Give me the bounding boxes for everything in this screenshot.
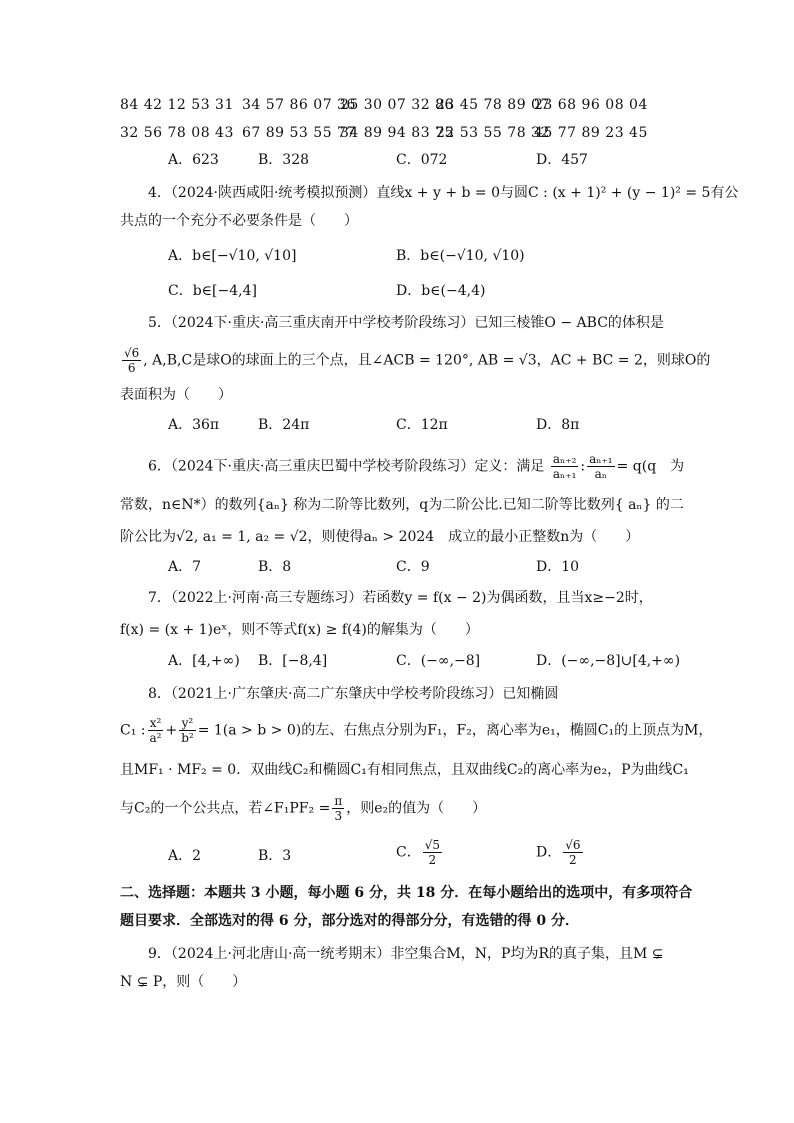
fraction-denominator: aₙ₊₁ <box>552 467 577 481</box>
fraction-denominator: 6 <box>127 361 136 375</box>
q5-stem-line2 <box>120 346 710 375</box>
fraction-numerator: √5 <box>424 838 440 852</box>
rand-cell: 34 89 94 83 75 <box>340 125 454 141</box>
q6-stem-line2: 常数，n∈N*）的数列{aₙ} 称为二阶等比数列，q为二阶公比.已知二阶等比数列{ aₙ} 的二 <box>120 497 684 513</box>
fraction-denominator: aₙ <box>594 467 608 481</box>
q8-stem-text: C₁ : <box>120 722 146 739</box>
q5-stem-line3: 表面积为（ ） <box>120 387 232 403</box>
ratio-colon: : <box>580 458 586 475</box>
q7-option-a: A．[4,+∞) <box>168 653 240 669</box>
fraction <box>587 452 615 481</box>
fraction-denominator: 3 <box>334 809 343 823</box>
q3-option-c: C．072 <box>396 152 448 168</box>
q6-option-d: D．10 <box>536 559 580 575</box>
section-heading-cont: 题目要求．全部选对的得 6 分，部分选对的得部分分，有选错的得 0 分． <box>120 913 579 929</box>
q9-stem-line1: 9．（2024上·河北唐山·高一统考期末）非空集合M，N，P均为R的真子集，且M ⊊ <box>148 946 664 962</box>
fraction-numerator: √6 <box>124 346 140 360</box>
q7-stem-line2: f(x) = (x + 1)eˣ，则不等式f(x) ≥ f(4)的解集为（ ） <box>120 622 479 638</box>
fraction-denominator: b² <box>181 731 194 745</box>
q8-option-d <box>536 838 585 867</box>
q8-option-b: B．3 <box>258 848 292 864</box>
rand-cell: 67 89 53 55 77 <box>242 125 356 141</box>
q6-option-a: A．7 <box>168 559 202 575</box>
q8-stem-text: 与C₂的一个公共点，若∠F₁PF₂ = <box>120 800 331 817</box>
section-heading: 二、选择题：本题共 3 小题，每小题 6 分，共 18 分．在每小题给出的选项中，有多项符合 <box>120 885 693 901</box>
rand-cell: 22 53 55 78 32 <box>436 125 550 141</box>
q6-option-c: C．9 <box>396 559 430 575</box>
fraction-numerator: π <box>334 794 343 808</box>
q8-option-c <box>396 838 444 867</box>
q8-stem-line4 <box>120 794 486 823</box>
q9-stem-line2: N ⊊ P，则（ ） <box>120 974 247 990</box>
q4-option-a: A．b∈[−√10, √10] <box>168 248 297 264</box>
q5-option-b: B．24π <box>258 417 310 433</box>
rand-cell: 45 77 89 23 45 <box>534 125 648 141</box>
q6-stem-text: 6．（2024下·重庆·高三重庆巴蜀中学校考阶段练习）定义：满足 <box>148 458 545 475</box>
fraction-numerator: √6 <box>565 838 581 852</box>
q8-stem-text: ，则e₂的值为（ ） <box>346 800 487 817</box>
option-label: C． <box>396 844 421 861</box>
q7-option-c: C．(−∞,−8] <box>396 653 481 669</box>
q6-stem-line3: 阶公比为√2, a₁ = 1, a₂ = √2，则使得aₙ > 2024 成立的最小正整数n为（ ） <box>120 529 640 545</box>
fraction-numerator: y² <box>179 716 196 731</box>
fraction <box>332 794 344 823</box>
rand-cell: 34 57 86 07 36 <box>242 97 356 113</box>
plus-sign: + <box>165 722 178 739</box>
fraction <box>122 346 141 375</box>
q5-option-c: C．12π <box>396 417 448 433</box>
q8-stem-text: = 1(a > b > 0)的左、右焦点分别为F₁，F₂，离心率为e₁，椭圆C₁的上顶点为M， <box>197 722 713 739</box>
rand-cell: 23 68 96 08 04 <box>534 97 648 113</box>
q6-option-b: B．8 <box>258 559 292 575</box>
q5-option-d: D．8π <box>536 417 580 433</box>
q4-option-d: D．b∈(−4,4) <box>396 283 486 299</box>
q8-stem-line2 <box>120 716 712 745</box>
fraction-denominator: 2 <box>569 853 577 867</box>
q4-stem-line2: 共点的一个充分不必要条件是（ ） <box>120 213 358 229</box>
rand-cell: 84 42 12 53 31 <box>120 97 234 113</box>
q5-option-a: A．36π <box>168 417 220 433</box>
q4-option-b: B．b∈(−√10, √10) <box>396 248 525 264</box>
fraction <box>179 716 196 745</box>
q5-stem-text: , A,B,C是球O的球面上的三个点，且∠ACB = 120°, AB = √3，AC + BC = 2，则球O的 <box>143 352 711 369</box>
q4-option-c: C．b∈[−4,4] <box>168 283 257 299</box>
rand-cell: 23 45 78 89 07 <box>436 97 550 113</box>
q7-stem-line1: 7．（2022上·河南·高三专题练习）若函数y = f(x − 2)为偶函数，且当x≥−2时， <box>148 590 653 606</box>
fraction <box>423 838 442 867</box>
q3-option-d: D．457 <box>536 152 588 168</box>
fraction <box>551 452 579 481</box>
q3-option-b: B．328 <box>258 152 310 168</box>
fraction <box>563 838 582 867</box>
q4-stem-line1: 4．（2024·陕西咸阳·统考模拟预测）直线x + y + b = 0与圆C : (x + 1)² + (y − 1)² = 5有公 <box>148 185 739 201</box>
fraction-denominator: a² <box>149 731 162 745</box>
q7-option-d: D．(−∞,−8]∪[4,+∞) <box>536 653 681 669</box>
q5-stem-line1: 5．（2024下·重庆·高三重庆南开中学校考阶段练习）已知三棱锥O − ABC的体积是 <box>148 315 664 331</box>
fraction-numerator: x² <box>148 716 164 731</box>
q7-option-b: B．[−8,4] <box>258 653 328 669</box>
q6-stem-line1 <box>148 452 684 481</box>
q6-stem-text: = q(q 为 <box>616 458 685 475</box>
q3-option-a: A．623 <box>168 152 219 168</box>
q8-stem-line3: 且MF₁ · MF₂ = 0．双曲线C₂和椭圆C₁有相同焦点，且双曲线C₂的离心率为e₂，P为曲线C₁ <box>120 762 689 778</box>
fraction-numerator: aₙ₊₂ <box>552 452 577 466</box>
q8-option-a: A．2 <box>168 848 202 864</box>
rand-cell: 25 30 07 32 86 <box>340 97 454 113</box>
rand-cell: 32 56 78 08 43 <box>120 125 234 141</box>
fraction <box>148 716 164 745</box>
fraction-denominator: 2 <box>428 853 437 867</box>
option-label: D． <box>536 844 562 861</box>
q8-stem-line1: 8．（2021上·广东肇庆·高二广东肇庆中学校考阶段练习）已知椭圆 <box>148 686 559 702</box>
fraction-numerator: aₙ₊₁ <box>589 452 613 466</box>
